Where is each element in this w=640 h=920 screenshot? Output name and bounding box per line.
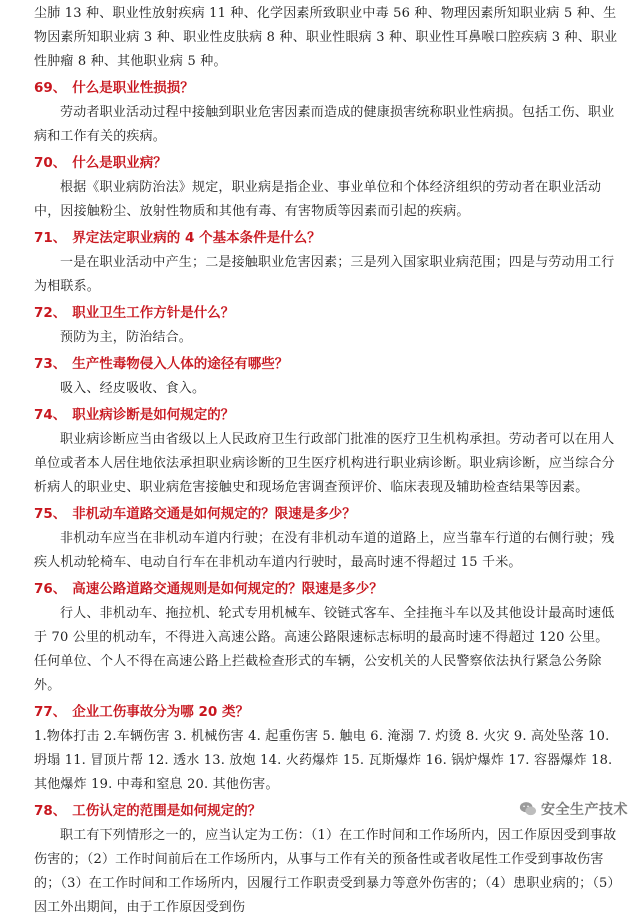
question-text: 界定法定职业病的 4 个基本条件是什么？: [72, 230, 321, 246]
question-heading: [34, 699, 620, 725]
question-heading: [34, 576, 620, 602]
question-number: 74、: [34, 407, 67, 423]
question-number: 77、: [34, 704, 67, 720]
question-number: 75、: [34, 506, 67, 522]
question-heading: [34, 501, 620, 527]
question-number: 70、: [34, 155, 67, 171]
answer-paragraph: 预防为主，防治结合。: [60, 330, 193, 345]
question-text: 职业卫生工作方针是什么？: [72, 305, 235, 321]
answer-paragraph: 职工有下列情形之一的，应当认定为工伤：（1）在工作时间和工作场所内，因工作原因受到事故伤害的；（2）工作时间前后在工作场所内，从事与工作有关的预备性或者收尾性工作受到事故伤害的；（3）在工作时间和工作场所内，因履行工作职责受到暴力等意外伤害的；（4）患职业病的；（5）因工外出期间，由于工作原因受到伤: [34, 828, 617, 915]
question-text: 生产性毒物侵入人体的途径有哪些？: [72, 356, 289, 372]
qa-list: [34, 75, 620, 920]
question-text: 什么是职业病？: [72, 155, 167, 171]
question-text: 什么是职业性损损？: [72, 80, 194, 96]
question-number: 78、: [34, 803, 67, 819]
answer-paragraph: 吸入、经皮吸收、食入。: [60, 381, 206, 396]
intro-paragraph: 尘肺 13 种、职业性放射疾病 11 种、化学因素所致职业中毒 56 种、物理因素所知职业病 5 种、生物因素所知职业病 3 种、职业性皮肤病 8 种、职业性眼病 3 种、职业性耳鼻喉口腔疾病 3 种、职业性肿瘤 8 种、其他职业病 5 种。: [34, 6, 618, 69]
question-number: 71、: [34, 230, 67, 246]
question-text: 高速公路道路交通规则是如何规定的？限速是多少？: [72, 581, 383, 597]
question-heading: [34, 351, 620, 377]
answer-paragraph: 行人、非机动车、拖拉机、轮式专用机械车、铰链式客车、全挂拖斗车以及其他设计最高时速低于 70 公里的机动车，不得进入高速公路。高速公路限速标志标明的最高时速不得超过 120 公里。任何单位、个人不得在高速公路上拦截检查形式的车辆，公安机关的人民警察依法执行紧急公务除外。: [34, 606, 615, 693]
question-number: 76、: [34, 581, 67, 597]
question-heading: [34, 402, 620, 428]
question-text: 职业病诊断是如何规定的？: [72, 407, 235, 423]
question-heading: [34, 225, 620, 251]
answer-paragraph: 一是在职业活动中产生；二是接触职业危害因素；三是列入国家职业病范围；四是与劳动用工行为相联系。: [34, 255, 615, 294]
answer-paragraph: 劳动者职业活动过程中接触到职业危害因素而造成的健康损害统称职业性病损。包括工伤、职业病和工作有关的疾病。: [34, 105, 615, 144]
answer-paragraph: 根据《职业病防治法》规定，职业病是指企业、事业单位和个体经济组织的劳动者在职业活动中，因接触粉尘、放射性物质和其他有毒、有害物质等因素而引起的疾病。: [34, 180, 602, 219]
question-text: 非机动车道路交通是如何规定的？限速是多少？: [72, 506, 356, 522]
question-number: 69、: [34, 80, 67, 96]
answer-paragraph: 1.物体打击 2.车辆伤害 3. 机械伤害 4. 起重伤害 5. 触电 6. 淹溺 7. 灼烫 8. 火灾 9. 高处坠落 10. 坍塌 11. 冒顶片帮 12. 透水 13. 放炮 14. 火药爆炸 15. 瓦斯爆炸 16. 锅炉爆炸 17. 容器爆炸 18. 其他爆炸 19. 中毒和窒息 20. 其他伤害。: [34, 729, 613, 792]
question-heading: [34, 75, 620, 101]
question-number: 72、: [34, 305, 67, 321]
answer-paragraph: 非机动车应当在非机动车道内行驶；在没有非机动车道的道路上，应当靠车行道的右侧行驶；残疾人机动轮椅车、电动自行车在非机动车道内行驶时，最高时速不得超过 15 千米。: [34, 531, 615, 570]
question-heading: [34, 150, 620, 176]
watermark: [515, 797, 632, 821]
question-text: 工伤认定的范围是如何规定的？: [72, 803, 262, 819]
question-text: 企业工伤事故分为哪 20 类？: [72, 704, 249, 720]
watermark-text: 安全生产技术: [541, 802, 628, 818]
answer-paragraph: 职业病诊断应当由省级以上人民政府卫生行政部门批准的医疗卫生机构承担。劳动者可以在用人单位或者本人居住地依法承担职业病诊断的卫生医疗机构进行职业病诊断。职业病诊断，应当综合分析病人的职业史、职业病危害接触史和现场危害调查预评价、临床表现及辅助检查结果等因素。: [34, 432, 615, 495]
question-number: 73、: [34, 356, 67, 372]
question-heading: [34, 300, 620, 326]
wechat-icon: [519, 800, 537, 818]
